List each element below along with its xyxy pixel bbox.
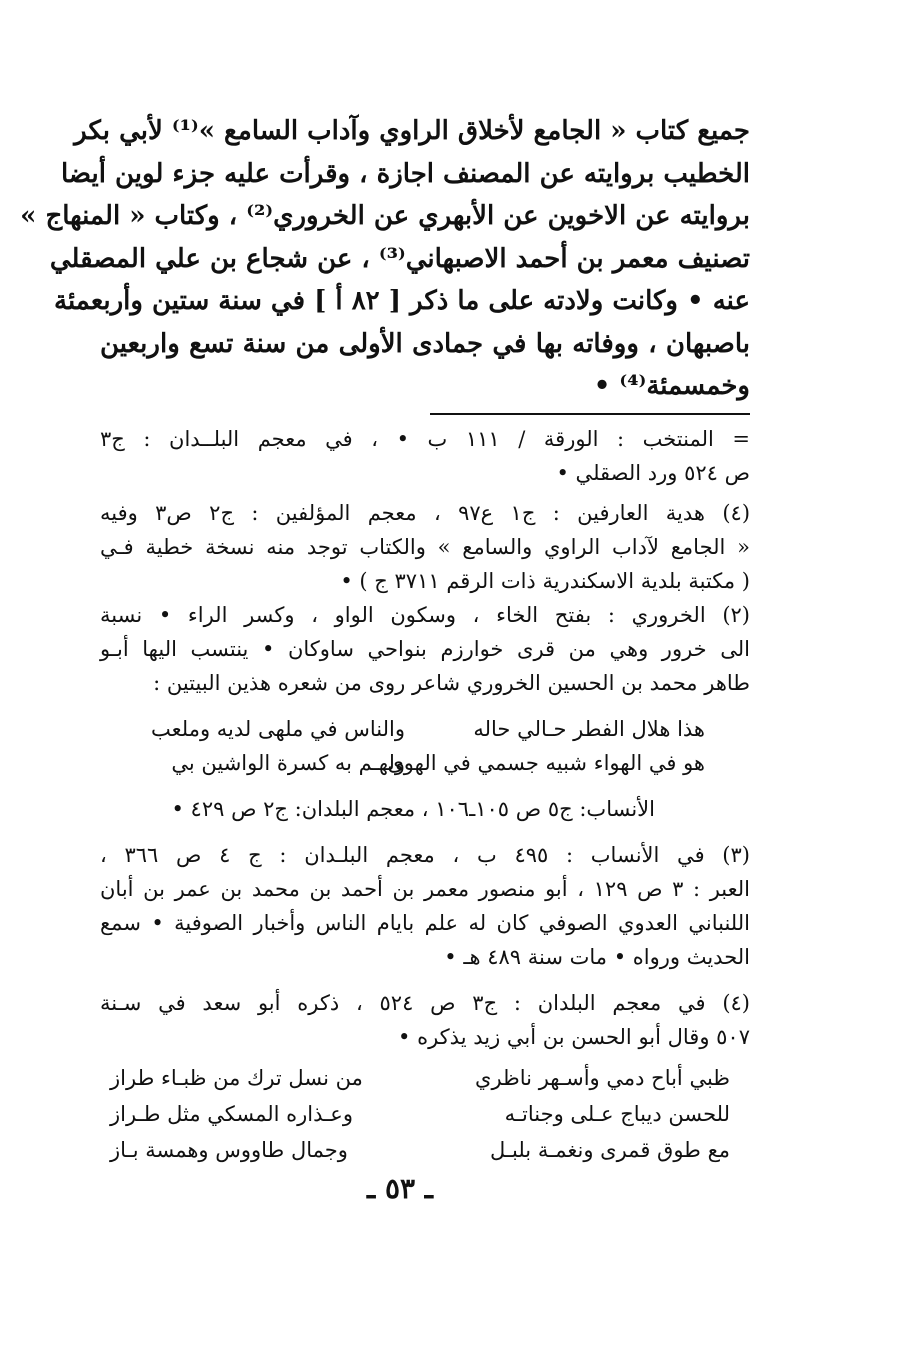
footnote-line: الحديث ورواه • مات سنة ٤٨٩ هـ • — [444, 945, 750, 969]
footnote-line: ٥٠٧ وقال أبو الحسن بن أبي زيد يذكره • — [398, 1025, 750, 1049]
footnote-line: (٢) الخروري : بفتح الخاء ، وسكون الواو ، وكسر الراء • نسبة — [100, 603, 750, 627]
verse-hemistich: وعـذاره المسكي مثل طـراز — [110, 1102, 353, 1126]
main-text — [20, 110, 750, 408]
footnote-line: (٤) هدية العارفين : ج١ ع٩٧ ، معجم المؤلفين : ج٢ ص٣ وفيه — [100, 501, 751, 525]
verse-hemistich: هذا هلال الفطر حـالي حاله — [473, 717, 705, 741]
verse-hemistich: من نسل ترك من ظبـاء طراز — [110, 1066, 363, 1090]
verse-line — [100, 1096, 750, 1132]
footnote-separator — [430, 413, 750, 415]
footnote-line: اللنباني العدوي الصوفي كان له علم بايام الناس وأخبار الصوفية • سمع — [100, 911, 750, 935]
main-line: باصبهان ، ووفاته بها في جمادى الأولى من سنة تسع واربعين — [100, 328, 750, 359]
footnote-line: الأنساب: ج٥ ص ١٠٥ـ١٠٦ ، معجم البلدان: ج٢ ص ٤٢٩ • — [171, 797, 655, 821]
verse-hemistich: ولهـم به كسرة الواشين بي — [171, 751, 405, 775]
footnote-line: العبر : ٣ ص ١٢٩ ، أبو منصور معمر بن أحمد بن محمد بن عمر بن أبان — [100, 877, 750, 901]
verse-hemistich: للحسن ديباج عـلى وجناتـه — [504, 1102, 730, 1126]
main-line: عنه • وكانت ولادته على ما ذكر [ ٨٢ أ ] في سنة ستين وأربعمئة — [54, 286, 750, 316]
verse-hemistich: وجمال طاووس وهمسة بـاز — [110, 1138, 348, 1162]
main-line: تصنيف معمر بن أحمد الاصبهاني⁽³⁾ ، عن شجاع بن علي المصقلي — [49, 243, 750, 274]
verse-hemistich: مع طوق قمرى ونغمـة بلبـل — [489, 1138, 730, 1162]
verse-line — [100, 1132, 750, 1168]
footnote-line: = المنتخب : الورقة / ١١١ ب • ، في معجم البلــدان : ج٣ — [100, 427, 750, 451]
main-line: جميع كتاب « الجامع لأخلاق الراوي وآداب السامع »⁽¹⁾ لأبي بكر — [74, 116, 750, 146]
footnote-line: طاهر محمد بن الحسين الخروري شاعر روى من شعره هذين البيتين : — [153, 671, 750, 695]
main-line: بروايته عن الاخوين عن الأبهري عن الخروري⁽²⁾ ، وكتاب « المنهاج » — [20, 201, 750, 231]
verse-hemistich: ظبي أباح دمي وأسـهر ناظري — [475, 1066, 730, 1090]
verse-line — [100, 1060, 750, 1096]
footnote-line: (٣) في الأنساب : ٤٩٥ ب ، معجم البلـدان : ج ٤ ص ٣٦٦ ، — [100, 843, 750, 867]
verse-line — [100, 712, 750, 746]
footnotes — [100, 422, 750, 1168]
footnote-line: الى خرور وهي من قرى خوارزم بنواحي ساوكان • ينتسب اليها أبـو — [100, 637, 750, 661]
verse-hemistich: والناس في ملهى لديه وملعب — [151, 717, 405, 741]
main-line: الخطيب بروايته عن المصنف اجازة ، وقرأت عليه جزء لوين أيضا — [61, 158, 750, 189]
main-line: وخمسمئة⁽⁴⁾ • — [593, 371, 750, 401]
footnote-line: ص ٥٢٤ ورد الصقلي • — [556, 461, 750, 485]
footnote-line: « الجامع لآداب الراوي والسامع » والكتاب توجد منه نسخة خطية فـي — [100, 535, 750, 559]
footnote-line: (٤) في معجم البلدان : ج٣ ص ٥٢٤ ، ذكره أبو سعد في سـنة — [100, 991, 750, 1015]
footnote-line: ( مكتبة بلدية الاسكندرية ذات الرقم ٣٧١١ ج ) • — [340, 569, 750, 593]
verse-line — [100, 746, 750, 780]
verse-hemistich: هو في الهواء شبيه جسمي في الهوى — [387, 751, 705, 775]
page-number: ـ ٥٣ ـ — [367, 1172, 433, 1205]
